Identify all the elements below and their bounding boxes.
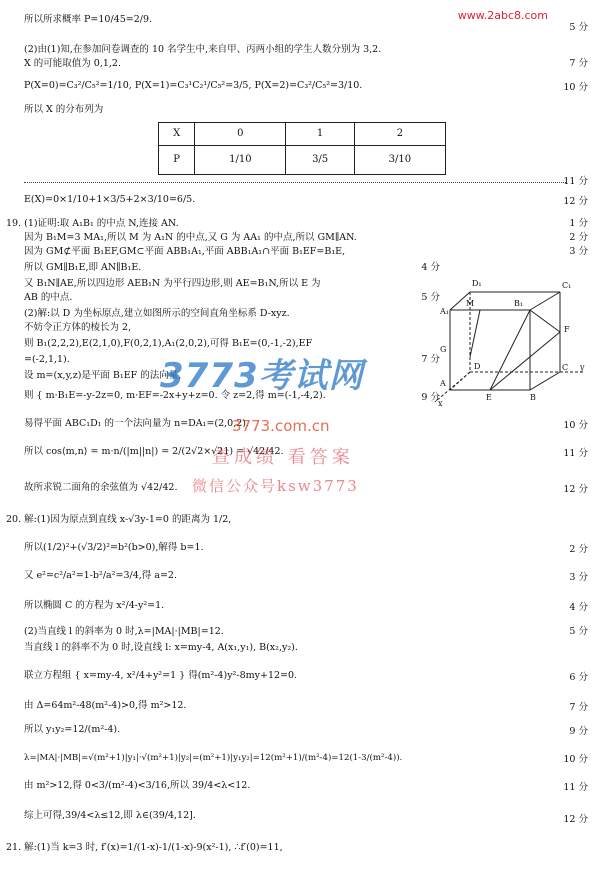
watermark-domain: 3773.com.cn: [232, 417, 330, 435]
score: 4 分: [421, 262, 440, 273]
q20-line: 所以(1/2)²+(√3/2)²=b²(b>0),解得 b=1.: [24, 542, 204, 553]
label-B: B: [530, 393, 536, 402]
table-row: [159, 123, 446, 146]
line-text: (2)由(1)知,在参加问卷调查的 10 名学生中,来自甲、丙两小组的学生人数分别为 3,2.: [24, 44, 382, 55]
table-cell: X: [159, 123, 195, 146]
label-E: E: [486, 393, 492, 402]
q20-line: λ=|MA|·|MB|=√(m²+1)|y₁|·√(m²+1)|y₂|=(m²+1)|y₁y₂|=12(m²+1)/(m²-4)=12(1-3/(m²-4)).: [24, 753, 403, 763]
line-formula: P(X=0)=C₃²/C₅²=1/10, P(X=1)=C₃¹C₂¹/C₅²=3/5, P(X=2)=C₃²/C₅²=3/10.: [24, 80, 363, 91]
table-row: [159, 146, 446, 175]
table-cell: 3/5: [286, 146, 354, 175]
q21-line: 21. 解:(1)当 k=3 时, f′(x)=1/(1-x)-1/(1-x)-9(x²-1), ∴f′(0)=11,: [6, 842, 283, 853]
line-prob: 所以所求概率 P=10/45=2/9.: [24, 14, 153, 25]
line-expectation: E(X)=0×1/10+1×3/5+2×3/10=6/5.: [24, 194, 196, 205]
score: 7 分: [569, 702, 588, 713]
label-A: A: [440, 379, 446, 388]
q19-line: 故所求锐二面角的余弦值为 √42/42.: [24, 482, 178, 493]
label-D: D: [474, 362, 481, 371]
score: 5 分: [421, 292, 440, 303]
q19-line: 易得平面 ABC₁D₁ 的一个法向量为 n=DA₁=(2,0,2).: [24, 418, 250, 429]
label-F: F: [564, 325, 570, 334]
q20-line: 20. 解:(1)因为原点到直线 x-√3y-1=0 的距离为 1/2,: [6, 514, 232, 525]
dotted-leader: [24, 182, 566, 183]
score: 5 分: [569, 22, 588, 33]
score: 7 分: [421, 354, 440, 365]
score: 9 分: [421, 392, 440, 403]
q20-line: 由 Δ=64m²-48(m²-4)>0,得 m²>12.: [24, 700, 187, 711]
score: 2 分: [569, 544, 588, 555]
score: 12 分: [563, 814, 588, 825]
cube-figure: [440, 272, 590, 407]
table-cell: P: [159, 146, 195, 175]
q19-line: 因为 B₁M=3 MA₁,所以 M 为 A₁N 的中点,又 G 为 AA₁ 的中点,所以 GM∥AN.: [24, 232, 357, 243]
table-cell: 0: [195, 123, 286, 146]
q19-line: 则 B₁(2,2,2),E(2,1,0),F(0,2,1),A₁(2,0,2),可得 B₁E=(0,-1,-2),EF: [24, 338, 313, 349]
q19-line: =(-2,1,1).: [24, 354, 70, 365]
score: 1 分: [569, 218, 588, 229]
line-text: X 的可能取值为 0,1,2.: [24, 58, 121, 69]
table-cell: 2: [354, 123, 445, 146]
watermark-slogan: 查成绩 看答案: [212, 447, 354, 468]
q19-line: 又 B₁N∥AE,所以四边形 AEB₁N 为平行四边形,则 AE=B₁N,所以 E 为: [24, 278, 321, 289]
score: 12 分: [563, 196, 588, 207]
watermark-url: www.2abc8.com: [457, 9, 548, 22]
table-cell: 1: [286, 123, 354, 146]
score: 4 分: [569, 602, 588, 613]
score: 12 分: [563, 484, 588, 495]
table-cell: 1/10: [195, 146, 286, 175]
score: 2 分: [569, 232, 588, 243]
distribution-table: [158, 122, 446, 175]
q20-line: 联立方程组 { x=my-4, x²/4+y²=1 } 得(m²-4)y²-8my+12=0.: [24, 670, 298, 681]
label-y: y: [580, 363, 585, 372]
q19-line: 不妨令正方体的棱长为 2,: [24, 322, 132, 333]
q20-line: 由 m²>12,得 0<3/(m²-4)<3/16,所以 39/4<λ<12.: [24, 780, 251, 791]
line-text: 所以 X 的分布列为: [24, 104, 104, 115]
score: 6 分: [569, 672, 588, 683]
score: 7 分: [569, 58, 588, 69]
score: 9 分: [569, 726, 588, 737]
q19-line: 19. (1)证明:取 A₁B₁ 的中点 N,连接 AN.: [6, 218, 179, 229]
label-x: x: [438, 399, 443, 408]
q20-line: 所以 y₁y₂=12/(m²-4).: [24, 724, 121, 735]
q20-line: 当直线 l 的斜率不为 0 时,设直线 l: x=my-4, A(x₁,y₁), B(x₂,y₂).: [24, 642, 298, 653]
q20-line: 所以椭圆 C 的方程为 x²/4-y²=1.: [24, 600, 165, 611]
label-M: M: [466, 299, 475, 308]
label-A1: A₁: [440, 307, 449, 316]
label-D1: D₁: [472, 279, 482, 288]
q19-line: 则 { m·B₁E=-y-2z=0, m·EF=-2x+y+z=0. 令 z=2,得 m=(-1,-4,2).: [24, 390, 326, 401]
score: 3 分: [569, 572, 588, 583]
score: 11 分: [563, 176, 588, 187]
score: 10 分: [563, 420, 588, 431]
score: 10 分: [563, 754, 588, 765]
table-cell: 3/10: [354, 146, 445, 175]
label-C1: C₁: [562, 281, 572, 290]
score: 11 分: [563, 448, 588, 459]
score: 10 分: [563, 82, 588, 93]
score: 5 分: [569, 626, 588, 637]
label-C: C: [562, 363, 569, 372]
score: 3 分: [569, 246, 588, 257]
q19-line: 所以 GM∥B₁E,即 AN∥B₁E.: [24, 262, 142, 273]
watermark-brand: 3773考试网: [160, 356, 364, 396]
label-G: G: [440, 345, 447, 354]
score: 11 分: [563, 782, 588, 793]
watermark-wechat: 微信公众号ksw3773: [192, 477, 359, 495]
q20-line: 又 e²=c²/a²=1-b²/a²=3/4,得 a=2.: [24, 570, 177, 581]
label-B1: B₁: [514, 299, 524, 308]
q19-line: 所以 cos⟨m,n⟩ = m·n/(|m||n|) = 2/(2√2×√21) = √42/42.: [24, 446, 284, 457]
q20-line: (2)当直线 l 的斜率为 0 时,λ=|MA|·|MB|=12.: [24, 626, 224, 637]
q20-line: 综上可得,39/4<λ≤12,即 λ∈(39/4,12].: [24, 810, 196, 821]
q19-line: (2)解:以 D 为坐标原点,建立如图所示的空间直角坐标系 D-xyz.: [24, 308, 290, 319]
q19-line: 因为 GM⊄平面 B₁EF,GM⊂平面 ABB₁A₁,平面 ABB₁A₁∩平面 B₁EF=B₁E,: [24, 246, 346, 257]
q19-line: 设 m=(x,y,z)是平面 B₁EF 的法向量,: [24, 370, 182, 381]
q19-line: AB 的中点.: [24, 292, 73, 303]
